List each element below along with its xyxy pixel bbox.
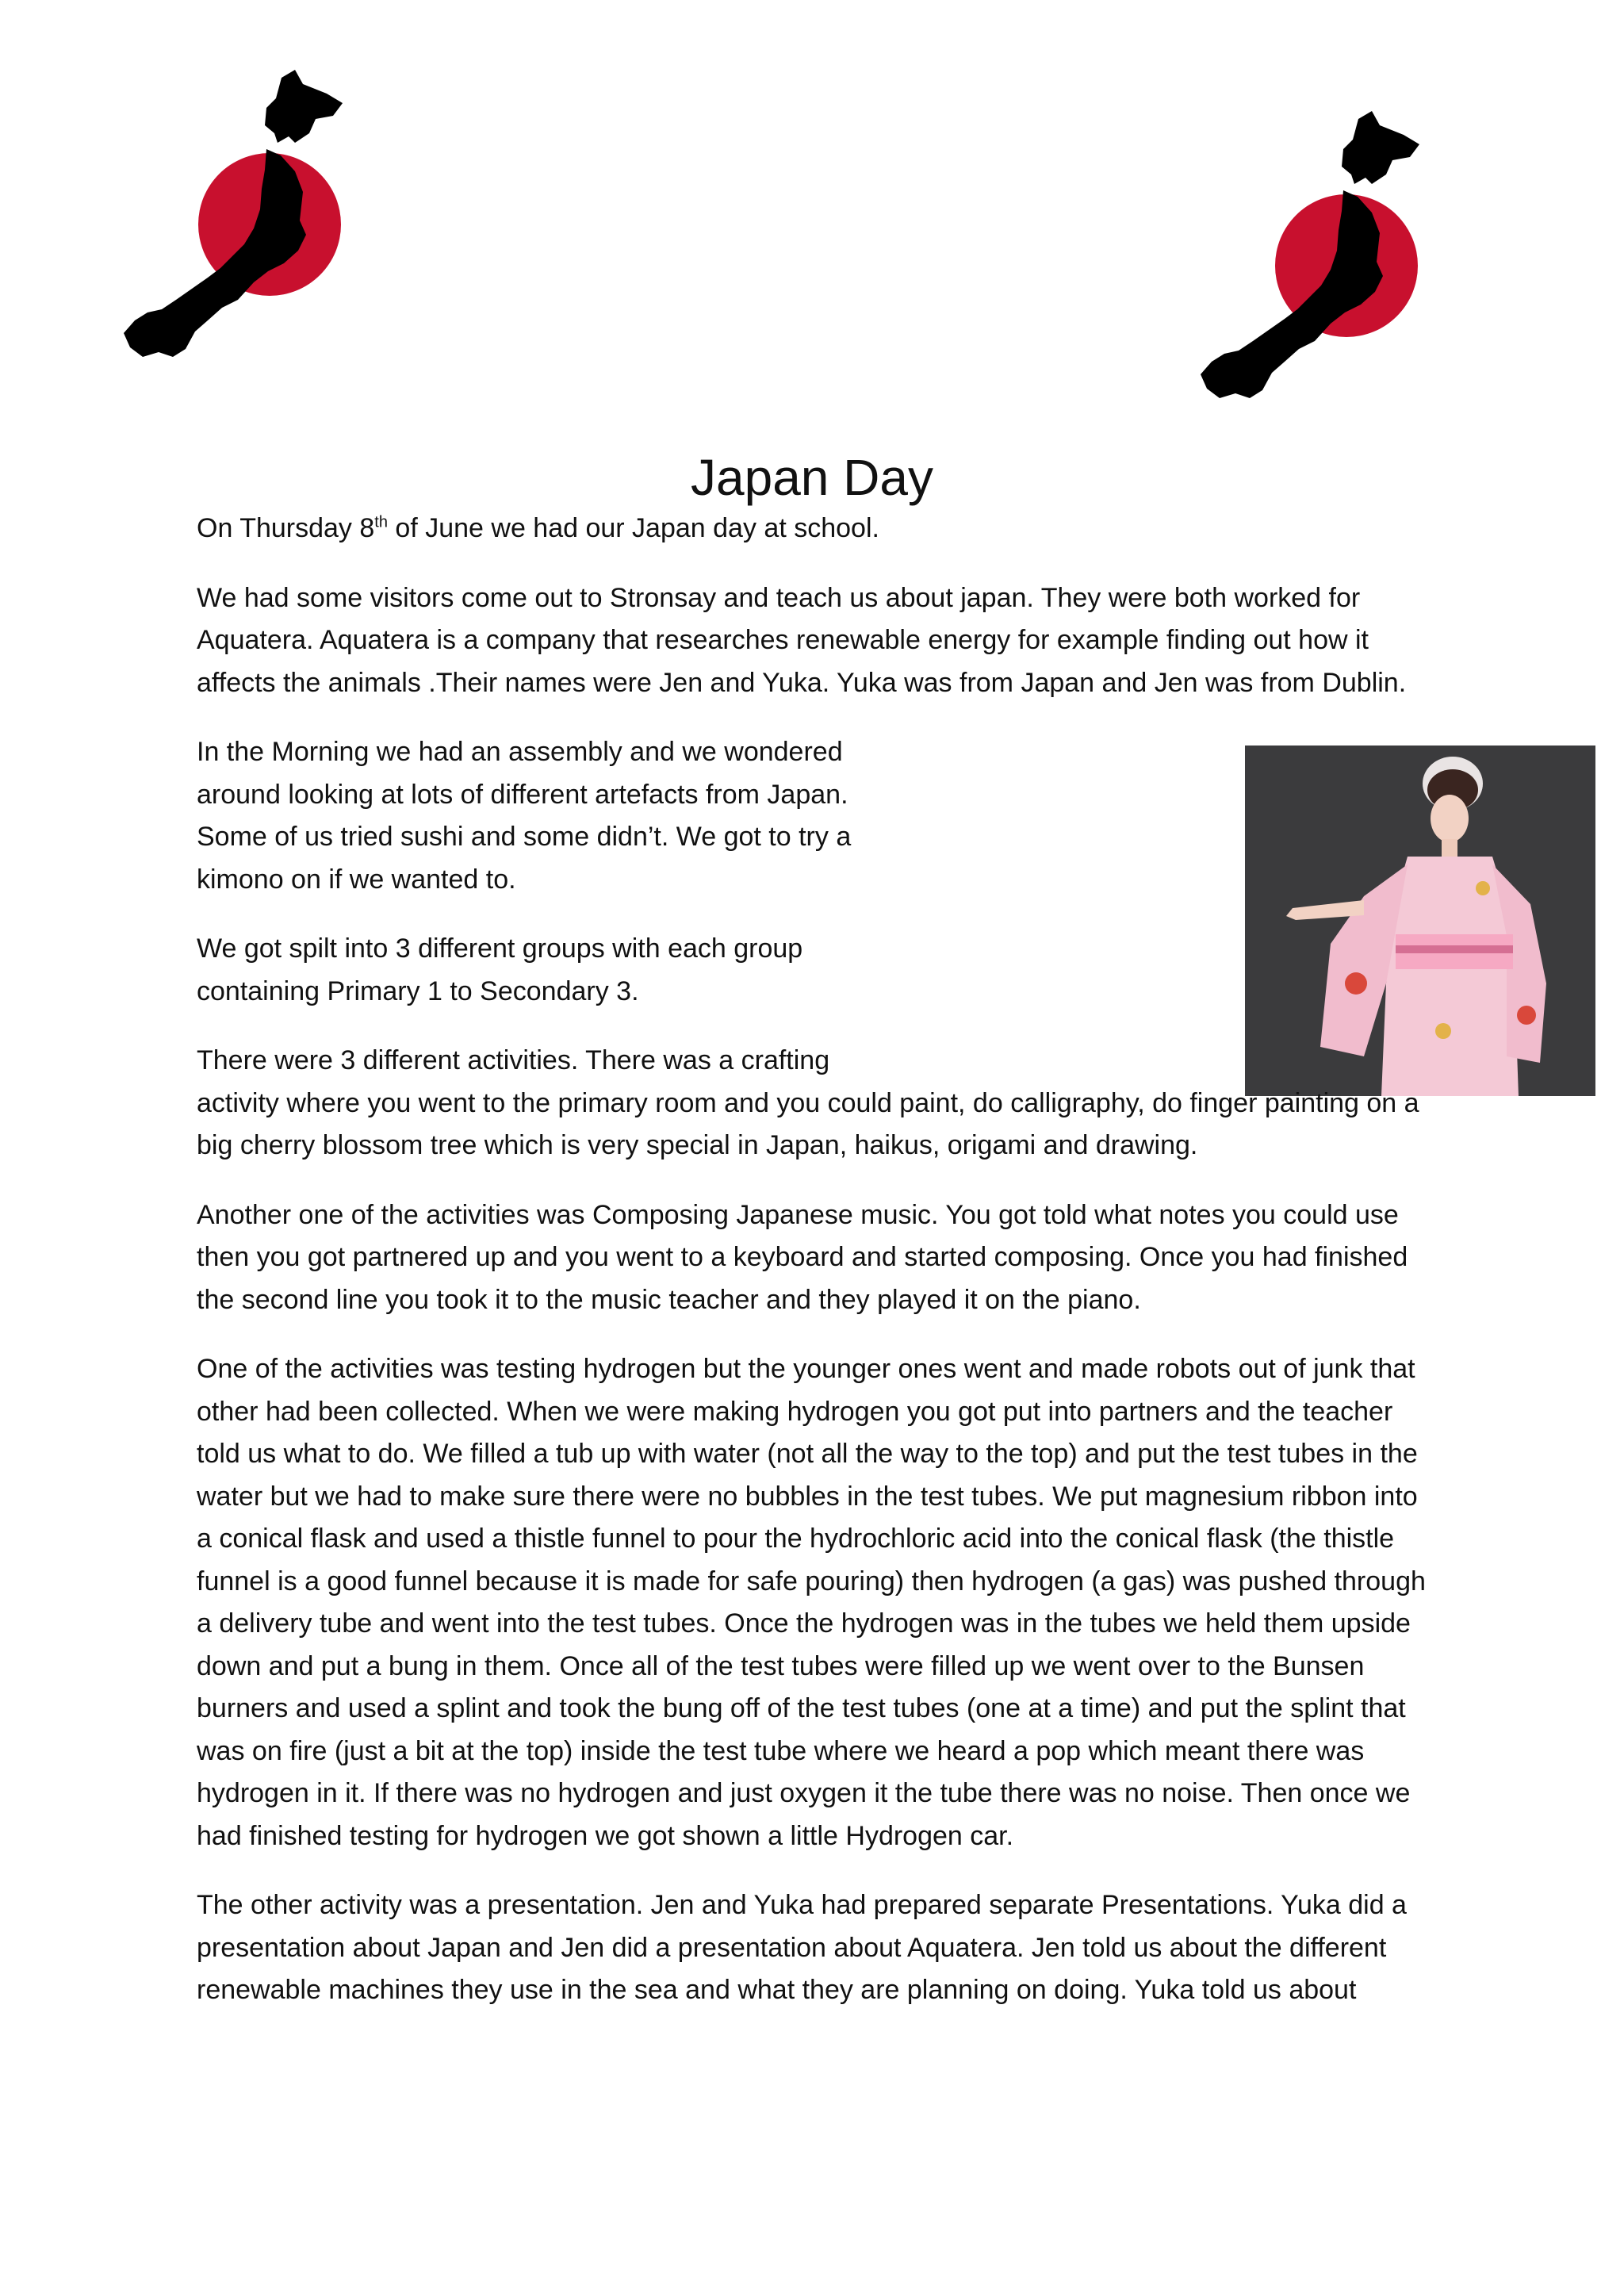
paragraph: We had some visitors come out to Stronsay and teach us about japan. They were both worked for Aquatera. Aquatera is a company that researches renewable energy for example finding out how it affects the animals .Their names were Jen and Yuka. Yuka was from Japan and Jen was from Dublin.: [197, 582, 1407, 698]
paragraph: There were 3 different activities. There was a crafting activity where you went to the primary room and you could paint, do calligraphy, do finger painting on a big cherry blossom tree which is very special in Japan, haikus, origami and drawing.: [197, 1045, 1419, 1160]
paragraph: In the Morning we had an assembly and we wondered around looking at lots of different artefacts from Japan. Some of us tried sushi and some didn’t. We got to try a kimono on if we wanted to.: [197, 737, 852, 895]
paragraph: [197, 508, 1434, 550]
japan-map-flag-icon: [1196, 111, 1434, 404]
paragraph: We got spilt into 3 different groups with each group containing Primary 1 to Secondary 3.: [197, 933, 803, 1006]
paragraph-text: On Thursday 8: [197, 513, 375, 543]
japan-map-flag-icon: [119, 70, 357, 363]
paragraph: The other activity was a presentation. Jen and Yuka had prepared separate Presentations. Yuka did a presentation about Japan and Jen did a presentation about Aquatera. Jen told us about the different renewable machines they use in the sea and what they are planning on doing. Yuka told us about: [197, 1890, 1407, 2005]
paragraph: One of the activities was testing hydrogen but the younger ones went and made robots out of junk that other had been collected. When we were making hydrogen you got put into partners and the teacher told us what to do. We filled a tub up with water (not all the way to the top) and put the test tubes in the water but we had to make sure there were no bubbles in the test tubes. We put magnesium ribbon into a conical flask and used a thistle funnel to pour the hydrochloric acid into the conical flask (the thistle funnel is a good funnel because it is made for safe pouring) then hydrogen (a gas) was pushed through a delivery tube and went into the test tubes. Once the hydrogen was in the tubes we held them upside down and put a bung in them. Once all of the test tubes were filled up we went over to the Bunsen burners and used a splint and took the bung off of the test tubes (one at a time) and put the splint that was on fire (just a bit at the top) inside the test tube where we heard a pop which meant there was hydrogen in it. If there was no hydrogen and just oxygen it the tube there was no noise. Then once we had finished testing for hydrogen we got shown a little Hydrogen car.: [197, 1354, 1426, 1851]
page-title: Japan Day: [691, 448, 933, 506]
paragraph-text: of June we had our Japan day at school.: [387, 513, 879, 543]
date-suffix: th: [374, 513, 388, 531]
paragraph: Another one of the activities was Composing Japanese music. You got told what notes you could use then you got partnered up and you went to a keyboard and started composing. Once you had finished the second line you took it to the music teacher and they played it on the piano.: [197, 1199, 1408, 1315]
article-body: [197, 508, 1434, 2039]
